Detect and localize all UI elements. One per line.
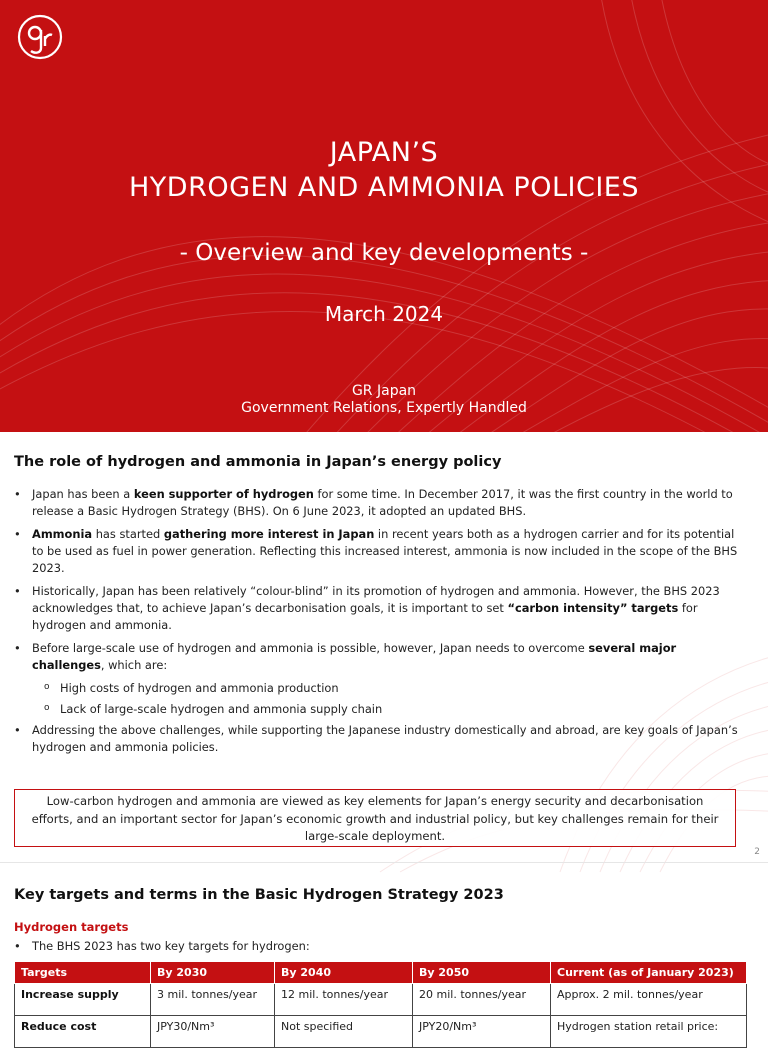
hydrogen-targets-table	[14, 961, 747, 1048]
table-row-header-cell: Reduce cost	[15, 1016, 151, 1048]
text: Before large-scale use of hydrogen and ammonia is possible, however, Japan needs to overcome	[32, 641, 589, 655]
text: has started	[92, 527, 164, 541]
list-item	[14, 722, 744, 756]
cover-title-line2: HYDROGEN AND AMMONIA POLICIES	[129, 172, 639, 203]
page-number: 2	[754, 847, 760, 857]
decorative-wave-lines	[0, 0, 768, 432]
sub-list-item: o High costs of hydrogen and ammonia production	[14, 680, 744, 697]
table-cell: Approx. 2 mil. tonnes/year	[551, 984, 747, 1016]
text: Addressing the above challenges, while supporting the Japanese industry domestically and abroad, are key goals of Japan’s hydrogen and ammonia policies.	[32, 723, 738, 754]
table-cell: 12 mil. tonnes/year	[275, 984, 413, 1016]
table-cell: 20 mil. tonnes/year	[413, 984, 551, 1016]
table-body	[15, 984, 747, 1048]
table-cell: 3 mil. tonnes/year	[151, 984, 275, 1016]
cover-org: GR Japan	[351, 383, 417, 399]
list-item	[14, 526, 744, 577]
table-header-cell: Targets	[15, 962, 151, 984]
list-item	[14, 486, 744, 520]
bold-text: keen supporter of hydrogen	[133, 487, 314, 501]
text: Japan has been a	[32, 487, 134, 501]
text: in recent years both as a hydrogen carrier and for its potential to be used as fuel in power generation. Reflecting this increased interest, ammonia is now included in the scope of the BHS 2023.	[32, 527, 738, 575]
text: for some time. In December 2017, it was the first country in the world to release a Basic Hydrogen Strategy (BHS). On 6 June 2023, it adopted an updated BHS.	[32, 487, 733, 518]
list-item	[14, 583, 744, 634]
table-row	[15, 1016, 747, 1048]
bold-text: Ammonia	[32, 527, 93, 541]
bold-text: gathering more interest in Japan	[163, 527, 375, 541]
cover-subtitle: - Overview and key developments -	[179, 240, 589, 266]
table-header-row	[15, 962, 747, 984]
subheading-hydrogen-targets: Hydrogen targets	[14, 920, 129, 934]
summary-callout: Low-carbon hydrogen and ammonia are viewed as key elements for Japan’s energy security and decarbonisation efforts, and an important sector for Japan’s economic growth and industrial policy, but key challenges remain for their large-scale deployment.	[14, 789, 736, 847]
bold-text: several major challenges	[32, 641, 677, 672]
cover-date: March 2024	[324, 302, 444, 326]
table-cell: JPY30/Nm³	[151, 1016, 275, 1048]
sub-list-item: o Lack of large-scale hydrogen and ammonia supply chain	[14, 701, 744, 718]
table-cell: Hydrogen station retail price:	[551, 1016, 747, 1048]
table-row-header-cell: Increase supply	[15, 984, 151, 1016]
text: for hydrogen and ammonia.	[32, 601, 698, 632]
cover-tagline: Government Relations, Expertly Handled	[241, 400, 527, 416]
cover-title-line1: JAPAN’S	[329, 137, 439, 168]
cover-slide	[0, 0, 768, 432]
table-header-cell: By 2040	[275, 962, 413, 984]
text: , which are:	[100, 658, 168, 672]
bold-text: “carbon intensity” targets	[507, 601, 679, 615]
list-item	[14, 640, 744, 674]
table-header-cell: By 2050	[413, 962, 551, 984]
bullet-list	[14, 486, 744, 762]
targets-intro-bullet: • The BHS 2023 has two key targets for hydrogen:	[14, 939, 310, 953]
page-3	[0, 863, 768, 1033]
table-cell: JPY20/Nm³	[413, 1016, 551, 1048]
text: Historically, Japan has been relatively “colour-blind” in its promotion of hydrogen and ammonia. However, the BHS 2023 acknowledges that, to achieve Japan’s decarbonisation goals, it is important to set	[32, 584, 720, 615]
table-header-cell: By 2030	[151, 962, 275, 984]
gr-logo-icon	[17, 14, 63, 60]
table-header-cell: Current (as of January 2023)	[551, 962, 747, 984]
table-cell: Not specified	[275, 1016, 413, 1048]
section-heading-targets: Key targets and terms in the Basic Hydrogen Strategy 2023	[14, 887, 504, 903]
table-row	[15, 984, 747, 1016]
page-2	[0, 432, 768, 862]
section-heading: The role of hydrogen and ammonia in Japan’s energy policy	[14, 454, 502, 470]
